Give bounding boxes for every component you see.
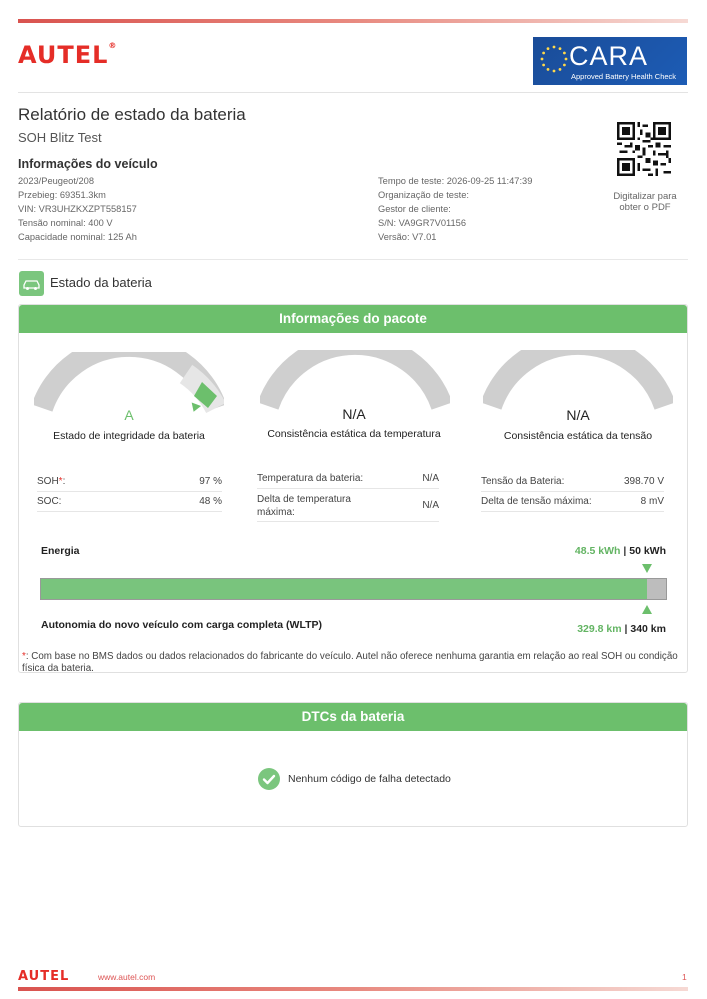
soc-key: SOC: bbox=[37, 496, 62, 507]
battery-temp-value: N/A bbox=[422, 473, 439, 484]
soh-grade: A bbox=[124, 407, 134, 423]
top-accent-bar bbox=[18, 19, 688, 23]
energy-total: 50 kWh bbox=[629, 545, 666, 557]
cara-badge bbox=[533, 37, 687, 85]
cara-subtitle: Approved Battery Health Check bbox=[571, 72, 677, 81]
nominal-capacity: Capacidade nominal: 125 Ah bbox=[18, 232, 137, 242]
range-value: 329.8 km | 340 km bbox=[577, 623, 666, 635]
footer-url[interactable]: www.autel.com bbox=[98, 972, 156, 982]
soh-gauge-label: Estado de integridade da bateria bbox=[53, 430, 205, 442]
energy-marker-down-icon bbox=[642, 564, 652, 573]
report-title: Relatório de estado da bateria bbox=[18, 105, 246, 124]
voltage-gauge-label: Consistência estática da tensão bbox=[503, 430, 653, 442]
battery-voltage-row bbox=[481, 472, 664, 492]
header-divider bbox=[18, 92, 688, 93]
voltage-delta-row bbox=[481, 492, 664, 512]
energy-bar-fill bbox=[41, 579, 647, 599]
battery-status-title: Estado da bateria bbox=[50, 275, 152, 290]
qr-caption: Digitalizar para obter o PDF bbox=[613, 191, 677, 213]
page-number: 1 bbox=[682, 972, 687, 982]
voltage-value: N/A bbox=[566, 407, 590, 423]
note-text: : Com base no BMS dados ou dados relacionados do fabricante do veículo. Autel não oferece nenhuma garantia em relação ao real SOH ou condição física da bateria. bbox=[22, 651, 678, 674]
energy-label: Energia bbox=[41, 545, 80, 557]
soh-value: 97 % bbox=[199, 476, 222, 487]
software-version: Versão: V7.01 bbox=[378, 232, 437, 242]
temp-delta-row bbox=[257, 489, 439, 522]
temp-delta-value: N/A bbox=[422, 500, 439, 511]
test-time: Tempo de teste: 2026-09-25 11:47:39 bbox=[378, 176, 533, 186]
report-subtitle: SOH Blitz Test bbox=[18, 130, 102, 145]
pack-info-header: Informações do pacote bbox=[19, 305, 687, 333]
battery-temp-key: Temperatura da bateria: bbox=[257, 473, 364, 484]
eu-stars-icon bbox=[539, 44, 569, 74]
range-marker-up-icon bbox=[642, 605, 652, 614]
autel-logo: AUTEL® bbox=[18, 41, 118, 69]
battery-car-icon bbox=[19, 271, 44, 296]
vehicle-mileage: Przebieg: 69351.3km bbox=[18, 190, 106, 200]
battery-temp-row bbox=[257, 469, 439, 489]
qr-code-icon[interactable] bbox=[617, 122, 671, 176]
test-organization: Organização de teste: bbox=[378, 190, 469, 200]
dtc-header: DTCs da bateria bbox=[19, 703, 687, 731]
check-circle-icon bbox=[258, 768, 280, 790]
vehicle-model: 2023/Peugeot/208 bbox=[18, 176, 94, 186]
vehicle-info-heading: Informações do veículo bbox=[18, 157, 158, 171]
nominal-voltage: Tensão nominal: 400 V bbox=[18, 218, 113, 228]
bottom-accent-bar bbox=[18, 987, 688, 991]
range-total: 340 km bbox=[630, 623, 666, 635]
serial-number: S/N: VA9GR7V01156 bbox=[378, 218, 467, 228]
test-info-right bbox=[378, 174, 532, 244]
cara-title: CARA bbox=[569, 41, 649, 71]
voltage-delta-key: Delta de tensão máxima: bbox=[481, 496, 592, 507]
soc-value: 48 % bbox=[199, 496, 222, 507]
range-current: 329.8 km bbox=[577, 623, 622, 635]
section-divider bbox=[18, 259, 688, 260]
temperature-value: N/A bbox=[342, 406, 366, 422]
soh-key: SOH bbox=[37, 476, 59, 487]
energy-bar bbox=[40, 578, 667, 600]
soc-row bbox=[37, 492, 222, 512]
dtc-message: Nenhum código de falha detectado bbox=[288, 773, 451, 785]
voltage-delta-value: 8 mV bbox=[640, 496, 664, 507]
soh-row: SOH*: 97 % bbox=[37, 472, 222, 492]
range-label: Autonomia do novo veículo com carga completa (WLTP) bbox=[41, 619, 322, 631]
vehicle-vin: VIN: VR3UHZKXZPT558157 bbox=[18, 204, 137, 214]
footer-logo: AUTEL bbox=[18, 969, 70, 984]
battery-voltage-key: Tensão da Bateria: bbox=[481, 476, 565, 487]
dtc-panel bbox=[18, 702, 688, 827]
battery-voltage-value: 398.70 V bbox=[623, 476, 664, 487]
soh-footnote-mark: * bbox=[58, 476, 63, 487]
vehicle-info-left bbox=[18, 174, 137, 244]
disclaimer-note bbox=[22, 651, 682, 675]
energy-current: 48.5 kWh bbox=[574, 545, 621, 557]
temperature-gauge-label: Consistência estática da temperatura bbox=[267, 428, 441, 440]
note-mark: * bbox=[22, 651, 26, 662]
client-manager: Gestor de cliente: bbox=[378, 204, 451, 214]
energy-value: 48.5 kWh | 50 kWh bbox=[574, 545, 666, 557]
temp-delta-key: Delta de temperatura máxima: bbox=[257, 494, 351, 518]
